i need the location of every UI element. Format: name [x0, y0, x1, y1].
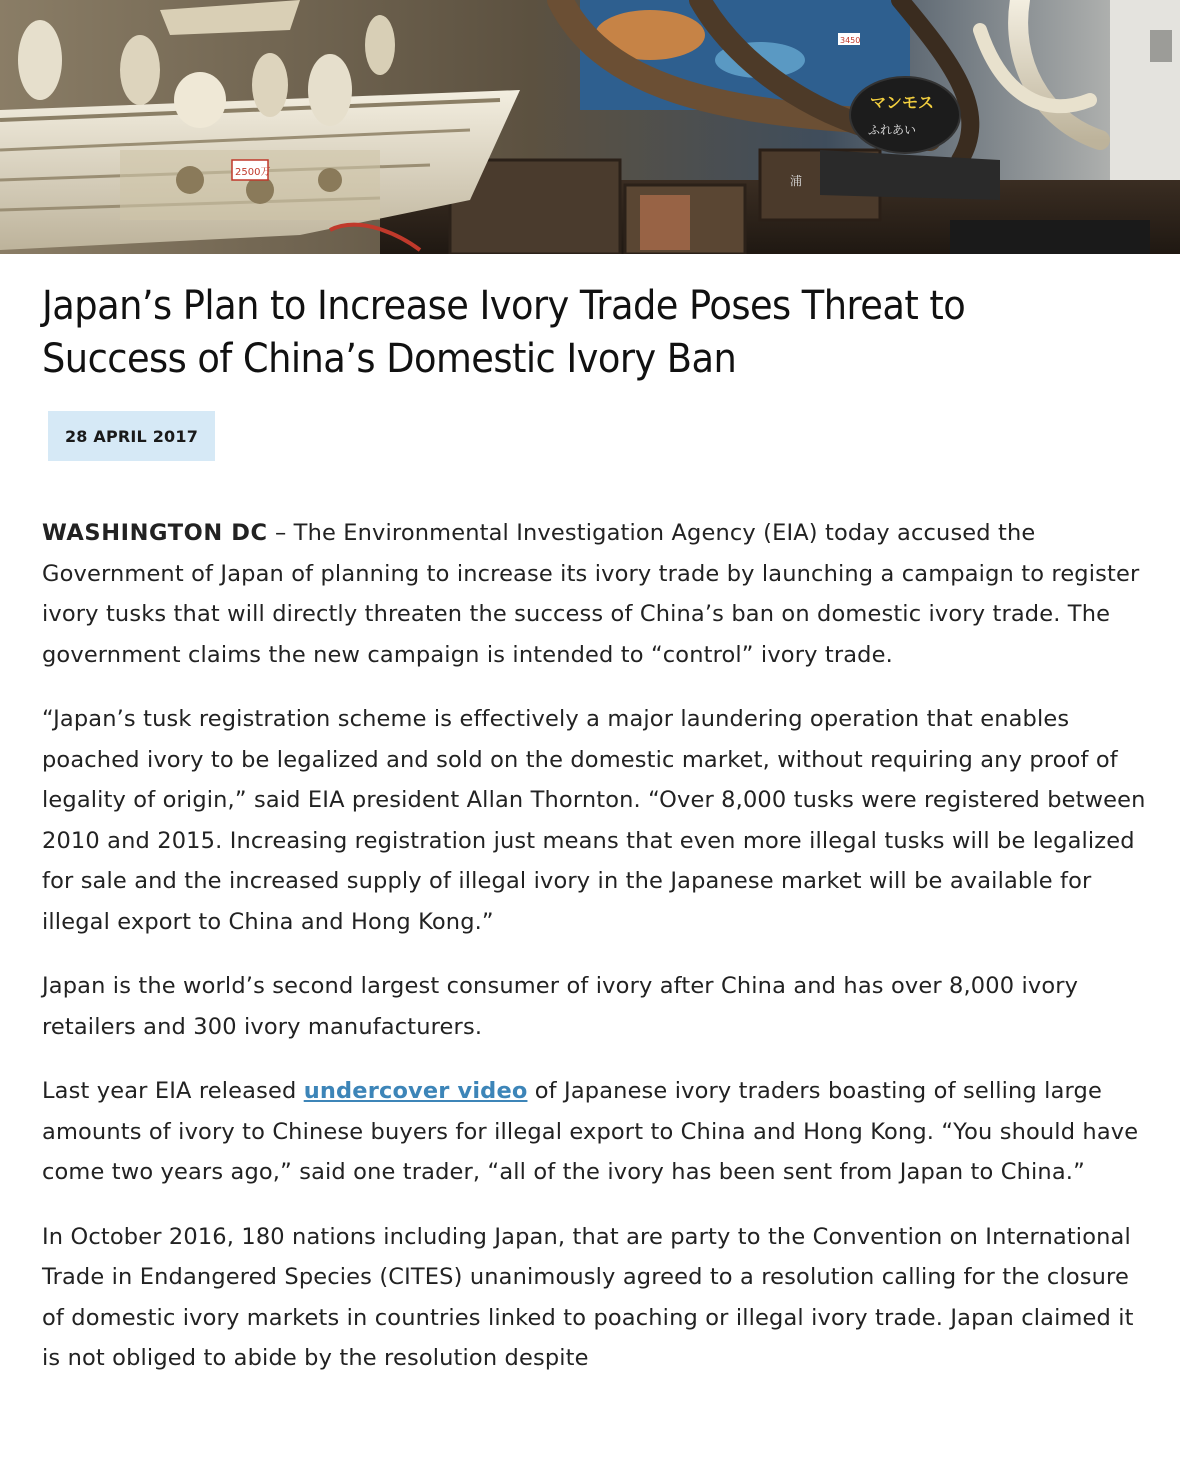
- side-sign-text: 浦: [790, 174, 803, 188]
- paragraph-3: Japan is the world’s second largest consumer of ivory after China and has over 8,000 ivory retailers and 300 ivory manufacturers.: [42, 973, 1079, 1040]
- paragraph-4-before: Last year EIA released: [42, 1078, 304, 1104]
- dateline: WASHINGTON DC: [42, 520, 268, 546]
- paragraph-1: [42, 513, 1152, 675]
- price-tag-text: 2500万: [235, 167, 271, 178]
- date-badge: [48, 411, 215, 461]
- sign-text-1: マンモス: [870, 93, 935, 112]
- article-date: 28 APRIL 2017: [64, 426, 199, 446]
- paragraph-5: In October 2016, 180 nations including Japan, that are party to the Convention on International Trade in Endangered Species (CITES) unanimously agreed to a resolution calling for the closure of domestic ivory markets in countries linked to poaching or illegal ivory trade. Japan claimed it is not obliged to abide by the resolution despite: [42, 1223, 1134, 1371]
- article-body: [42, 513, 1152, 1403]
- paragraph-4-after: of Japanese ivory traders boasting of selling large amounts of ivory to Chinese buyers for illegal export to China and Hong Kong. “You should have come two years ago,” said one trader, “all of the ivory has been sent from Japan to China.”: [42, 1078, 1139, 1185]
- paragraph-1-text: – The Environmental Investigation Agency (EIA) today accused the Government of Japan of planning to increase its ivory trade by launching a campaign to register ivory tusks that will directly threaten the success of China’s ban on domestic ivory trade. The government claims the new campaign is intended to “control” ivory trade.: [42, 520, 1140, 668]
- ivory-shop-photo-icon: [0, 0, 1180, 254]
- paragraph-4: [42, 1071, 1152, 1193]
- undercover-video-link[interactable]: undercover video: [303, 1078, 528, 1104]
- paragraph-2: “Japan’s tusk registration scheme is effectively a major laundering operation that enables poached ivory to be legalized and sold on the domestic market, without requiring any proof of legality of origin,” said EIA president Allan Thornton. “Over 8,000 tusks were registered between 2010 and 2015. Increasing registration just means that even more illegal tusks will be legalized for sale and the increased supply of illegal ivory in the Japanese market will be available for illegal export to China and Hong Kong.”: [42, 706, 1146, 935]
- article-title: Japan’s Plan to Increase Ivory Trade Poses Threat to Success of China’s Domestic Ivory Ban: [42, 283, 966, 382]
- sign-text-2: ふれあい: [868, 123, 917, 137]
- small-tag-text: 3450: [840, 36, 861, 45]
- hero-image: [0, 0, 1180, 254]
